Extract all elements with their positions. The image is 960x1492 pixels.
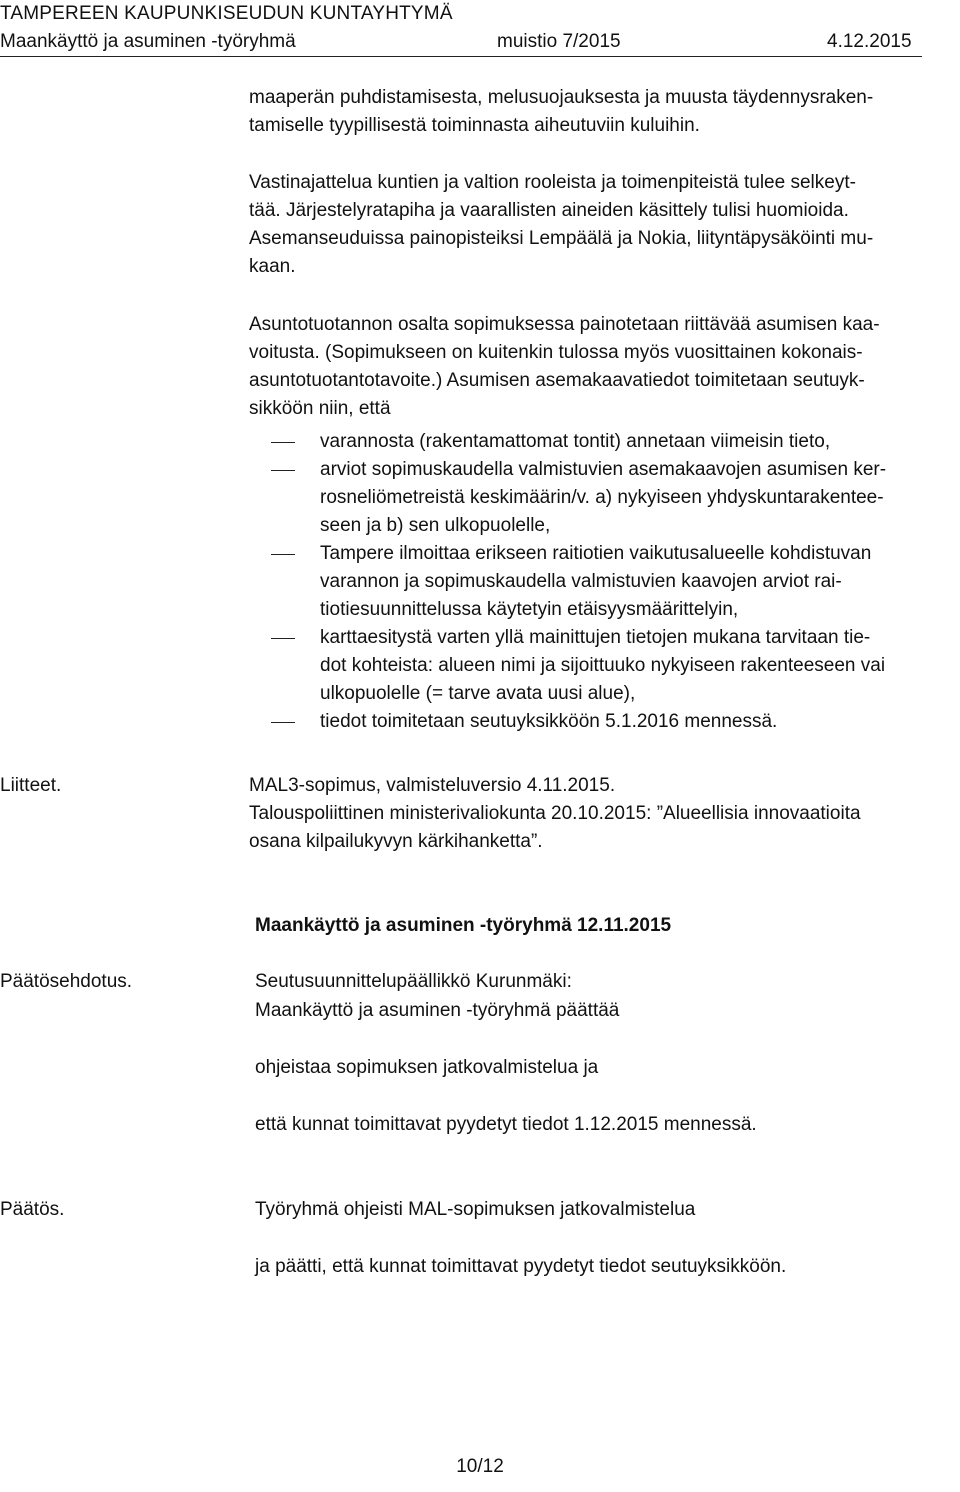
- text-line: asuntotuotantotavoite.) Asumisen asemakaavatiedot toimitetaan seutuyk-: [249, 370, 865, 391]
- text-line: ulkopuolelle (= tarve avata uusi alue),: [320, 683, 636, 704]
- text-line: tää. Järjestelyratapiha ja vaarallisten aineiden käsittely tulisi huomioida.: [249, 200, 849, 221]
- text-line: varannon ja sopimuskaudella valmistuvien kaavojen arviot rai-: [320, 571, 842, 592]
- attachment-item: MAL3-sopimus, valmisteluversio 4.11.2015.: [249, 775, 616, 796]
- text-line: karttaesitystä varten yllä mainittujen tietojen mukana tarvitaan tie-: [320, 627, 871, 648]
- bullet-list: [249, 428, 960, 736]
- list-item: [249, 624, 960, 708]
- text-line: tiotiesuunnittelussa käytetyin etäisyysmäärittelyin,: [320, 599, 739, 620]
- paragraph-3: [249, 311, 960, 423]
- text-line: Asuntotuotannon osalta sopimuksessa painotetaan riittävää asumisen kaa-: [249, 314, 880, 335]
- dash-bullet-icon: [271, 722, 295, 723]
- attachments-label: Liitteet.: [0, 775, 62, 796]
- dash-bullet-icon: [271, 470, 295, 471]
- list-item: [249, 708, 960, 736]
- text-line: varannosta (rakentamattomat tontit) annetaan viimeisin tieto,: [320, 431, 831, 452]
- proposal-line: että kunnat toimittavat pyydetyt tiedot 1.12.2015 mennessä.: [255, 1114, 757, 1135]
- text-line: tamiselle tyypillisestä toiminnasta aiheutuviin kuluihin.: [249, 115, 700, 136]
- text-line: kaan.: [249, 256, 296, 277]
- dash-bullet-icon: [271, 638, 295, 639]
- memo-number: muistio 7/2015: [497, 31, 621, 52]
- meeting-heading: Maankäyttö ja asuminen -työryhmä 12.11.2015: [255, 915, 672, 936]
- proposal-line: ohjeistaa sopimuksen jatkovalmistelua ja: [255, 1057, 599, 1078]
- header-row: [0, 30, 922, 54]
- organization-name: TAMPEREEN KAUPUNKISEUDUN KUNTAYHTYMÄ: [0, 3, 453, 24]
- group-name: Maankäyttö ja asuminen -työryhmä: [0, 31, 296, 52]
- memo-date: 4.12.2015: [827, 31, 912, 52]
- page-number: 10/12: [456, 1456, 504, 1477]
- attachments-list: [249, 772, 960, 856]
- text-line: Vastinajattelua kuntien ja valtion rooleista ja toimenpiteistä tulee selkeyt-: [249, 172, 856, 193]
- list-item: [249, 428, 960, 456]
- text-line: Asemanseuduissa painopisteiksi Lempäälä ja Nokia, liityntäpysäköinti mu-: [249, 228, 874, 249]
- text-line: rosneliömetreistä keskimäärin/v. a) nykyiseen yhdyskuntarakentee-: [320, 487, 884, 508]
- decision-line: ja päätti, että kunnat toimittavat pyydetyt tiedot seutuyksikköön.: [255, 1256, 787, 1277]
- text-line: voitusta. (Sopimukseen on kuitenkin tulossa myös vuosittainen kokonais-: [249, 342, 863, 363]
- paragraph-2: [249, 169, 960, 281]
- text-line: arviot sopimuskaudella valmistuvien asemakaavojen asumisen ker-: [320, 459, 887, 480]
- paragraph-1: [249, 84, 960, 140]
- dash-bullet-icon: [271, 554, 295, 555]
- decision-line: Työryhmä ohjeisti MAL-sopimuksen jatkovalmistelua: [255, 1199, 696, 1220]
- attachment-item: Talouspoliittinen ministerivaliokunta 20.10.2015: ”Alueellisia innovaatioita: [249, 803, 861, 824]
- decision-label: Päätös.: [0, 1199, 65, 1220]
- header-divider: [0, 56, 922, 57]
- text-line: maaperän puhdistamisesta, melusuojauksesta ja muusta täydennysraken-: [249, 87, 874, 108]
- dash-bullet-icon: [271, 442, 295, 443]
- text-line: seen ja b) sen ulkopuolelle,: [320, 515, 551, 536]
- list-item: [249, 540, 960, 624]
- proposal-line: Maankäyttö ja asuminen -työryhmä päättää: [255, 1000, 620, 1021]
- attachment-item: osana kilpailukyvyn kärkihanketta”.: [249, 831, 543, 852]
- text-line: Tampere ilmoittaa erikseen raitiotien vaikutusalueelle kohdistuvan: [320, 543, 872, 564]
- text-line: dot kohteista: alueen nimi ja sijoittuuko nykyiseen rakenteeseen vai: [320, 655, 886, 676]
- text-line: sikköön niin, että: [249, 398, 391, 419]
- text-line: tiedot toimitetaan seutuyksikköön 5.1.2016 mennessä.: [320, 711, 778, 732]
- proposal-label: Päätösehdotus.: [0, 971, 133, 992]
- proposal-line: Seutusuunnittelupäällikkö Kurunmäki:: [255, 971, 572, 992]
- list-item: [249, 456, 960, 540]
